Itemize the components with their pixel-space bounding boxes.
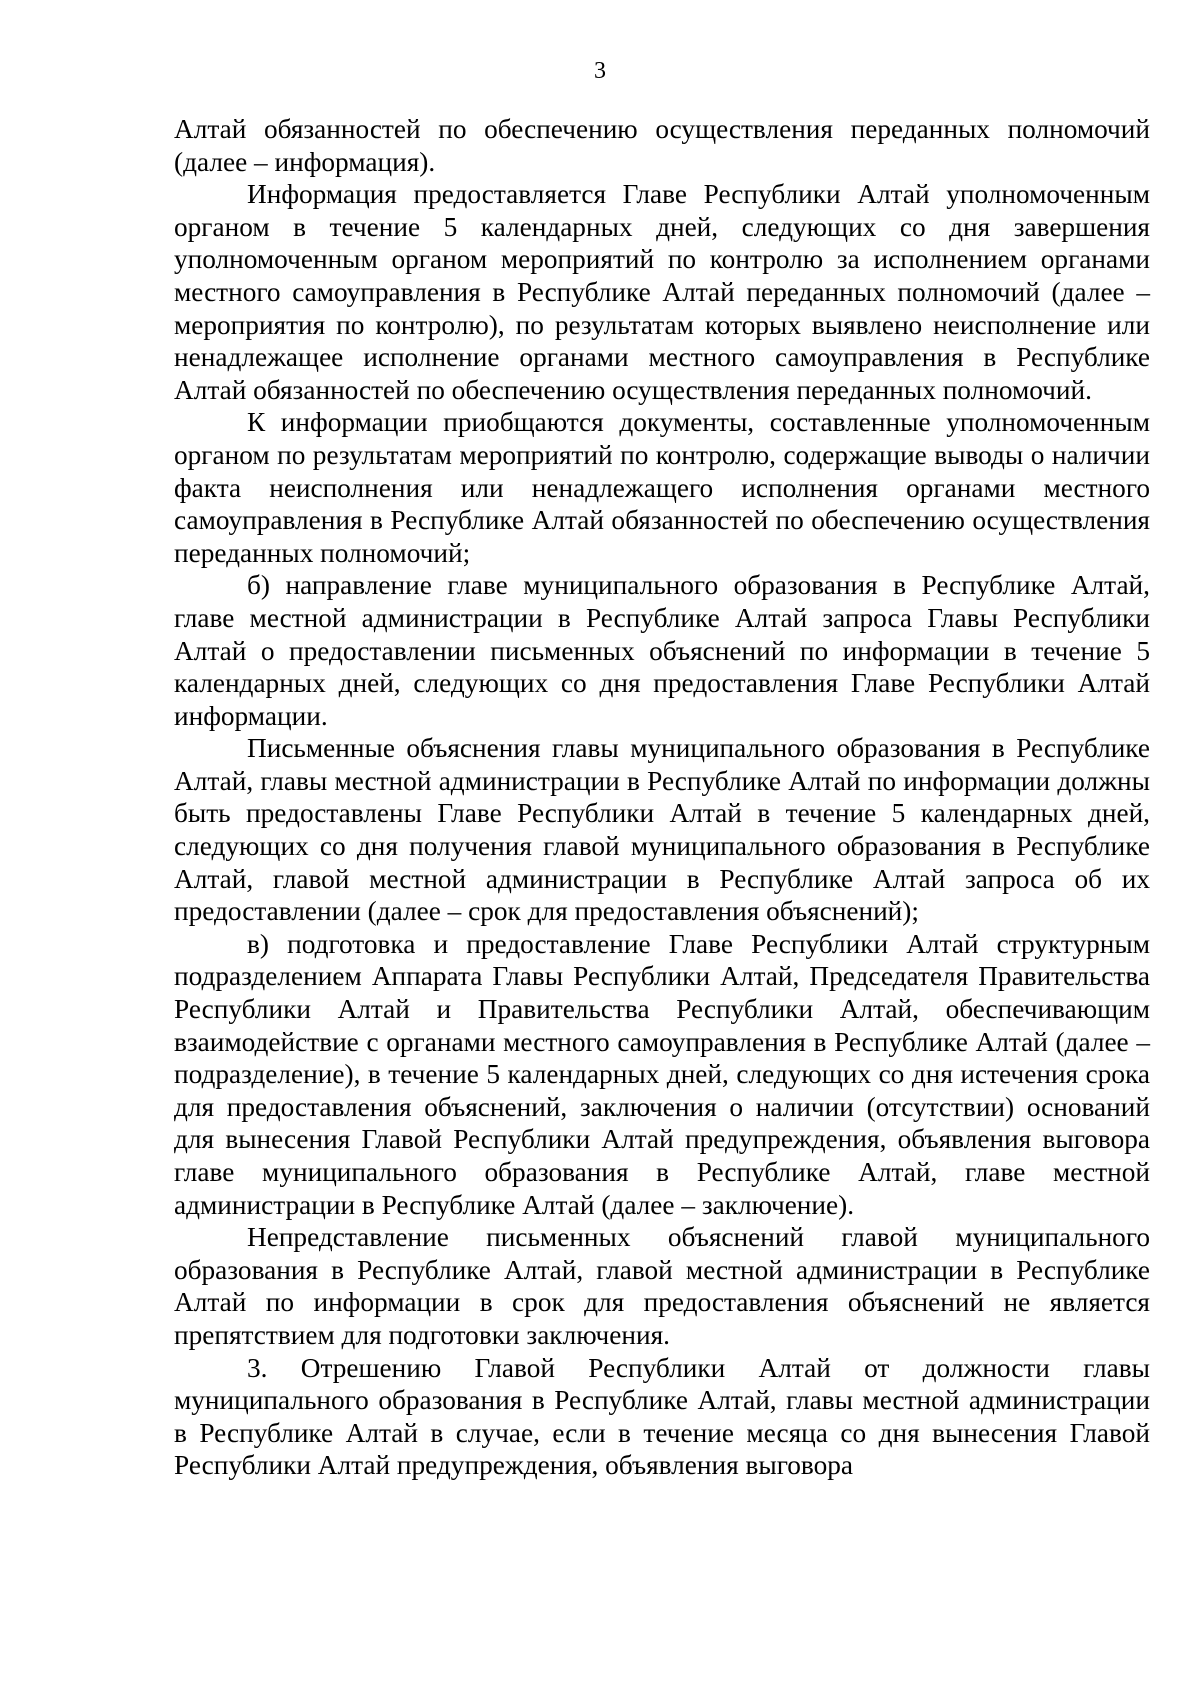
paragraph-4: б) направление главе муниципального образования в Республике Алтай, главе местной администрации в Республике Алтай запроса Главы Республики Алтай о предоставлении письменных объяснений по информации в течение 5 календарных дней, следующих со дня предоставления Главе Республики Алтай информации. xyxy=(174,570,1150,731)
paragraph-8: 3. Отрешению Главой Республики Алтай от должности главы муниципального образования в Республике Алтай, главы местной администрации в Республике Алтай в случае, если в течение месяца со дня вынесения Главой Республики Алтай предупреждения, объявления выговора xyxy=(174,1352,1150,1481)
paragraph-7: Непредставление письменных объяснений главой муниципального образования в Республике Алтай, главой местной администрации в Республике Алтай по информации в срок для предоставления объяснений не является препятствием для подготовки заключения. xyxy=(174,1222,1150,1350)
paragraph-1: Алтай обязанностей по обеспечению осуществления переданных полномочий (далее – информация). xyxy=(174,114,1150,177)
paragraph-5: Письменные объяснения главы муниципального образования в Республике Алтай, главы местной администрации в Республике Алтай по информации должны быть предоставлены Главе Республики Алтай в течение 5 календарных дней, следующих со дня получения главой муниципального образования в Республике Алтай, главой местной администрации в Республике Алтай запроса об их предоставлении (далее – срок для предоставления объяснений); xyxy=(174,733,1150,927)
paragraph-2: Информация предоставляется Главе Республики Алтай уполномоченным органом в течение 5 календарных дней, следующих со дня завершения уполномоченным органом мероприятий по контролю за исполнением органами местного самоуправления в Республике Алтай переданных полномочий (далее – мероприятия по контролю), по результатам которых выявлено неисполнение или ненадлежащее исполнение органами местного самоуправления в Республике Алтай обязанностей по обеспечению осуществления переданных полномочий. xyxy=(174,179,1150,405)
paragraph-3: К информации приобщаются документы, составленные уполномоченным органом по результатам мероприятий по контролю, содержащие выводы о наличии факта неисполнения или ненадлежащего исполнения органами местного самоуправления в Республике Алтай обязанностей по обеспечению осуществления переданных полномочий; xyxy=(174,407,1150,568)
document-body xyxy=(174,113,1150,1482)
page-number: 3 xyxy=(594,58,606,84)
paragraph-6: в) подготовка и предоставление Главе Республики Алтай структурным подразделением Аппарата Главы Республики Алтай, Председателя Правительства Республики Алтай и Правительства Республики Алтай, обеспечивающим взаимодействие с органами местного самоуправления в Республике Алтай (далее – подразделение), в течение 5 календарных дней, следующих со дня истечения срока для предоставления объяснений, заключения о наличии (отсутствии) оснований для вынесения Главой Республики Алтай предупреждения, объявления выговора главе муниципального образования в Республике Алтай, главе местной администрации в Республике Алтай (далее – заключение). xyxy=(174,928,1150,1220)
